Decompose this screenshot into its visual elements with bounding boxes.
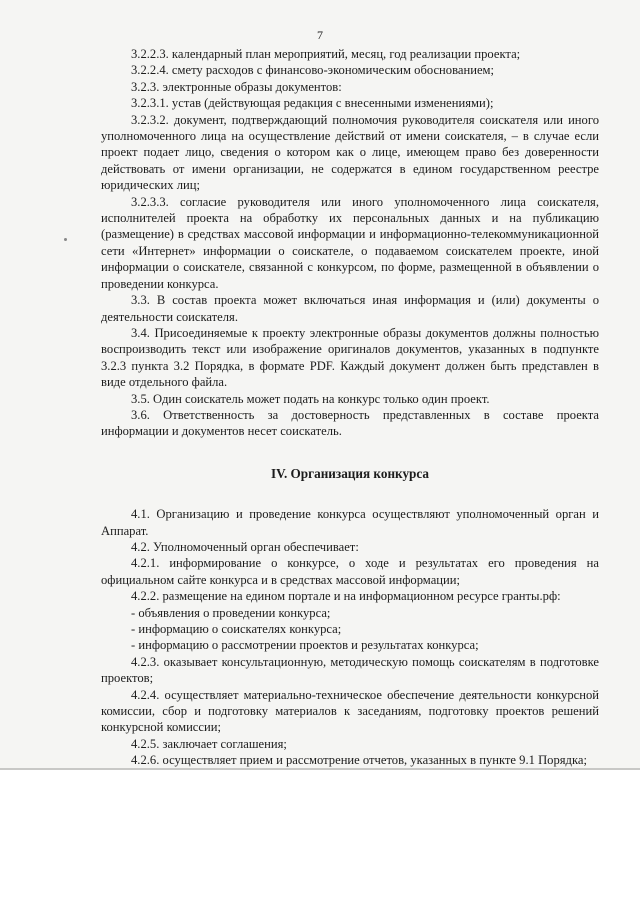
scan-speck [64,238,67,241]
document-body [101,46,599,769]
paragraph: 3.2.3.2. документ, подтверждающий полномочия руководителя соискателя или иного уполномоченного лица на осуществление действий от имени соискателя, – в случае если проект подает лицо, сведения о котором как о лице, имеющем право без доверенности действовать от имени организации, не содержатся в едином государственном реестре юридических лиц; [101,112,599,193]
paragraph: 4.1. Организацию и проведение конкурса осуществляют уполномоченный орган и Аппарат. [101,507,599,538]
paragraph: 3.4. Присоединяемые к проекту электронные образы документов должны полностью воспроизводить текст или изображение оригиналов документов, указанных в подпункте 3.2.3 пункта 3.2 Порядка, в формате PDF. Каждый документ должен быть представлен в виде отдельного файла. [101,325,599,390]
paragraph: 4.2.4. осуществляет материально-техническое обеспечение деятельности конкурсной комиссии, сбор и подготовку материалов к заседаниям, подготовку проектов решений конкурсной комиссии; [101,687,599,735]
paragraph: 3.2.2.4. смету расходов с финансово-экономическим обоснованием; [131,63,495,78]
paragraph: 3.5. Один соискатель может подать на конкурс только один проект. [131,391,490,406]
paragraph: 3.3. В состав проекта может включаться иная информация и (или) документы о деятельности соискателя. [101,293,599,324]
paragraph: 3.2.3. электронные образы документов: [131,79,342,94]
paragraph: 4.2.6. осуществляет прием и рассмотрение отчетов, указанных в пункте 9.1 Порядка; [131,753,587,768]
section-heading: IV. Организация конкурса [270,465,429,481]
paragraph: 4.2.2. размещение на едином портале и на информационном ресурсе гранты.рф: [131,589,561,604]
paragraph: 4.2.3. оказывает консультационную, методическую помощь соискателям в подготовке проектов; [101,654,599,686]
paragraph: 3.2.2.3. календарный план мероприятий, месяц, год реализации проекта; [131,47,521,61]
paragraph: 4.2. Уполномоченный орган обеспечивает: [131,539,359,554]
list-item: - информацию о соискателях конкурса; [131,622,342,636]
paragraph: 3.2.3.3. согласие руководителя или иного уполномоченного лица соискателя, исполнителей проекта на обработку их персональных данных и на публикацию (размещение) в средствах массовой информации и информационно-телекоммуникационной сети «Интернет» информации о соискателе, о подаваемом соискателем проекте, иной информации о соискателе, связанной с конкурсом, по форме, размещенной в объявлении о проведении конкурса. [101,194,599,291]
paragraph: 4.2.5. заключает соглашения; [131,736,287,751]
paragraph: 3.6. Ответственность за достоверность представленных в составе проекта информации и документов несет соискатель. [101,407,599,439]
paragraph: 4.2.1. информирование о конкурсе, о ходе и результатах его проведения на официальном сайте конкурса и в средствах массовой информации; [101,556,599,587]
list-item: - информацию о рассмотрении проектов и результатах конкурса; [131,638,479,653]
page-number: 7 [317,28,323,42]
list-item: - объявления о проведении конкурса; [131,605,331,620]
paragraph: 3.2.3.1. устав (действующая редакция с внесенными изменениями); [131,96,494,111]
